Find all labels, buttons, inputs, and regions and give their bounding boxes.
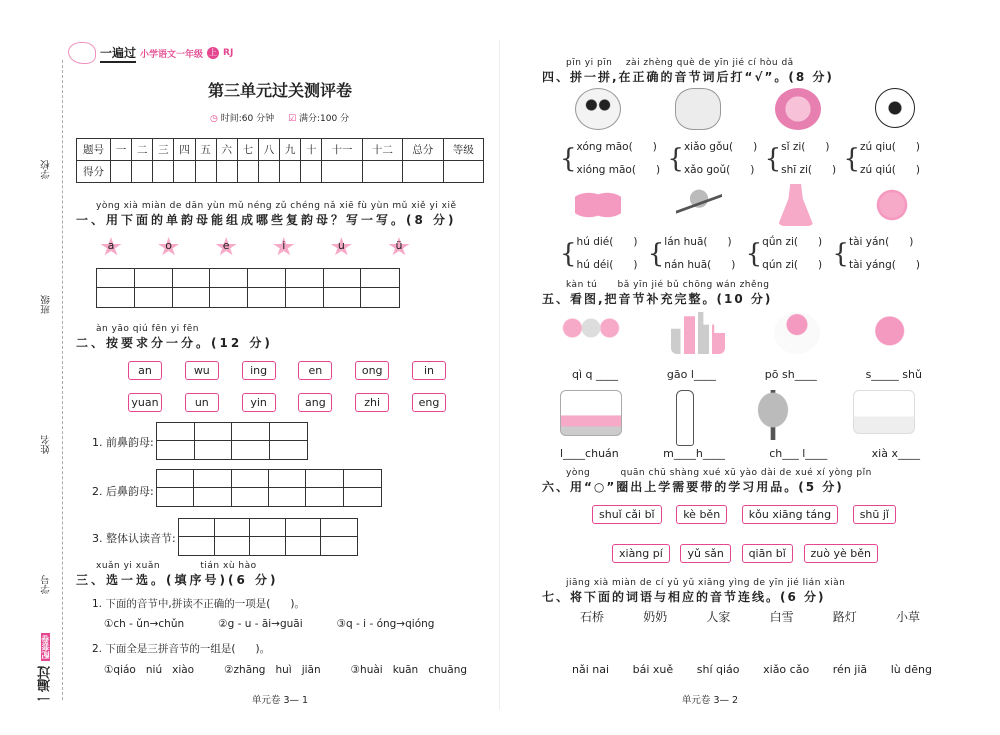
s6-row1	[592, 505, 896, 524]
s4-pictures-row2	[575, 184, 915, 226]
score-input-cell[interactable]	[195, 161, 216, 183]
table-cell: 十	[301, 139, 322, 161]
option-pair	[832, 231, 920, 277]
exam-meta	[210, 111, 349, 124]
school-item-option[interactable]: zuò yè běn	[804, 544, 878, 563]
score-input-cell[interactable]	[362, 161, 402, 183]
girl-mopping-icon	[774, 312, 820, 354]
score-input-cell[interactable]	[132, 161, 153, 183]
word-item[interactable]: 石桥	[580, 610, 605, 624]
option: ②zhāng huì jiān	[224, 664, 321, 676]
vowel-label: o	[165, 239, 172, 252]
s1-title: 一、用下面的单韵母能组成哪些复韵母？写一写。(8 分)	[76, 213, 457, 227]
syllable-box: en	[298, 361, 332, 380]
clock-icon: ◷	[210, 114, 221, 124]
s2-row2	[128, 393, 446, 412]
option[interactable]: nán huā( )	[664, 259, 736, 271]
word-item[interactable]: 路灯	[832, 610, 857, 624]
option[interactable]: xióng māo( )	[576, 164, 661, 176]
syllable-box: yin	[242, 393, 276, 412]
score-input-cell[interactable]	[237, 161, 258, 183]
s3-title: 三、选一选。(填序号)(6 分)	[76, 573, 279, 587]
left-margin-line	[62, 60, 63, 700]
option: ①ch - ǔn→chǔn	[104, 618, 185, 630]
option: ③huài kuān chuāng	[350, 664, 468, 676]
city-icon	[671, 312, 725, 354]
vowel-star	[388, 237, 410, 257]
brace-icon: {	[560, 239, 577, 269]
fill-blank[interactable]: xià x____	[871, 447, 920, 460]
pinyin-item[interactable]: lù dēng	[890, 663, 932, 676]
score-input-cell[interactable]	[280, 161, 301, 183]
syllable-box: wu	[185, 361, 219, 380]
s3-pinyin: xuǎn yi xuǎn tián xù hào	[96, 561, 257, 571]
s5-answers-row1	[572, 368, 922, 381]
table-cell: 四	[174, 139, 195, 161]
s3-q2-options	[104, 664, 484, 676]
table-cell: 得分	[77, 161, 111, 183]
soccer-ball-icon	[875, 88, 915, 128]
orchid-icon	[676, 184, 722, 226]
s4-pinyin: pīn yi pīn zài zhèng què de yīn jié cí hòu dǎ	[566, 58, 794, 68]
table-cell: 题号	[77, 139, 111, 161]
vowel-label: a	[107, 239, 115, 252]
option[interactable]: zú qiu( )	[860, 141, 920, 153]
s7-pinyin: jiāng xià miàn de cí yǔ yǔ xiāng yìng de yīn jié lián xiàn	[566, 578, 846, 588]
score-input-cell[interactable]	[174, 161, 195, 183]
brace-icon: {	[764, 144, 782, 174]
s4-pictures-row1	[575, 88, 915, 130]
pinyin-item[interactable]: rén jiā	[832, 663, 868, 676]
option-pair	[765, 136, 837, 182]
s2-q2-grid[interactable]	[156, 469, 382, 507]
s2-q3-label: 3. 整体认读音节:	[92, 532, 176, 545]
syllable-box: in	[412, 361, 446, 380]
brace-icon: {	[560, 144, 577, 174]
s2-q1-label: 1. 前鼻韵母:	[92, 436, 154, 449]
edition-label: RJ	[223, 48, 234, 58]
fire-extinguisher-icon	[676, 390, 694, 446]
s6-row2	[612, 544, 878, 563]
table-cell: 等级	[443, 139, 483, 161]
score-text: 满分:100 分	[299, 114, 350, 124]
snow-scene-icon	[853, 390, 915, 434]
score-input-cell[interactable]	[216, 161, 237, 183]
option[interactable]: sǐ zi( )	[781, 141, 830, 153]
s3-q1-options	[104, 618, 464, 630]
score-info	[288, 111, 349, 124]
dog-icon	[675, 88, 721, 130]
vertical-brand-text: 一遍过	[38, 666, 53, 705]
sun-icon	[869, 184, 915, 226]
vowel-star	[158, 237, 180, 257]
score-table-score-row	[77, 161, 484, 183]
score-table	[76, 138, 484, 183]
brace-icon: {	[832, 239, 849, 269]
s4-pairs-row1	[560, 136, 920, 182]
vowel-star	[330, 237, 352, 257]
option-pair	[843, 136, 920, 182]
side-label-school: 学校	[41, 160, 52, 179]
footer-right: 单元卷 3— 2	[681, 695, 739, 706]
vowel-star	[215, 237, 237, 257]
fill-blank[interactable]: pō sh____	[764, 368, 817, 381]
syllable-box: un	[185, 393, 219, 412]
score-input-cell[interactable]	[111, 161, 132, 183]
side-label-class: 班级	[41, 295, 52, 314]
flower-logo-icon	[68, 42, 96, 64]
table-cell: 九	[280, 139, 301, 161]
option[interactable]: xóng māo( )	[576, 141, 657, 153]
lion-icon	[775, 88, 821, 130]
school-item-option[interactable]: kǒu xiāng táng	[742, 505, 838, 524]
s2-title: 二、按要求分一分。(12 分)	[76, 336, 273, 350]
option[interactable]: hú dié( )	[576, 236, 638, 248]
option: ③q - i - óng→qióng	[336, 618, 435, 630]
table-cell: 十一	[322, 139, 362, 161]
option-pair	[560, 231, 637, 277]
table-cell: 七	[237, 139, 258, 161]
s1-writing-grid[interactable]	[96, 268, 400, 308]
s2-row1	[128, 361, 446, 380]
pinyin-item[interactable]: xiǎo cǎo	[763, 663, 810, 676]
s5-answers-row2	[560, 447, 920, 460]
s2-q2-label: 2. 后鼻韵母:	[92, 485, 154, 498]
table-cell: 五	[195, 139, 216, 161]
syllable-box: ong	[355, 361, 389, 380]
s7-pinyin-row	[572, 663, 932, 676]
time-text: 时间:60 分钟	[220, 114, 275, 124]
brace-icon: {	[647, 239, 665, 269]
boat-icon	[560, 390, 622, 436]
school-item-option[interactable]: shū jǐ	[853, 505, 896, 524]
footer-left: 单元卷 3— 1	[251, 695, 309, 706]
s4-pairs-row2	[560, 231, 920, 277]
s6-pinyin: yòng quān chū shàng xué xū yào dài de xué xí yòng pǐn	[566, 468, 872, 478]
s4-title: 四、拼一拼,在正确的音节词后打“√”。(8 分)	[542, 70, 834, 84]
word-item[interactable]: 人家	[706, 610, 731, 624]
s1-vowel-row	[100, 237, 410, 257]
syllable-box: yuan	[128, 393, 162, 412]
side-label-name: 姓名	[41, 435, 52, 454]
s3-q1: 1. 下面的音节中,拼读不正确的一项是( )。	[92, 598, 305, 610]
brace-icon: {	[745, 239, 763, 269]
option[interactable]: qún zi( )	[762, 259, 823, 271]
time-info	[210, 111, 274, 124]
fill-blank[interactable]: m____h____	[663, 447, 725, 460]
option[interactable]: shī zi( )	[781, 164, 837, 176]
score-input-cell[interactable]	[153, 161, 174, 183]
option-pair	[648, 231, 736, 277]
word-item[interactable]: 白雪	[769, 610, 794, 624]
table-cell: 三	[153, 139, 174, 161]
option: ②g - u - āi→guāi	[218, 618, 303, 630]
table-cell: 总分	[403, 139, 443, 161]
fill-blank[interactable]: s_____ shǔ	[865, 368, 922, 381]
option[interactable]: tài yán( )	[848, 236, 914, 248]
page-title: 第三单元过关测评卷	[207, 81, 352, 100]
score-input-cell[interactable]	[258, 161, 279, 183]
s2-pinyin: àn yāo qiú fēn yi fēn	[96, 324, 199, 334]
page-divider	[499, 40, 500, 710]
word-item[interactable]: 小草	[895, 610, 920, 624]
table-cell: 八	[258, 139, 279, 161]
school-item-option[interactable]: shuǐ cǎi bǐ	[592, 505, 662, 524]
option[interactable]: tài yáng( )	[848, 259, 920, 271]
vertical-badge: 配套卷	[41, 635, 50, 660]
score-input-cell[interactable]	[403, 161, 443, 183]
s5-title: 五、看图,把音节补充完整。(10 分)	[542, 292, 773, 306]
school-item-option[interactable]: xiàng pí	[612, 544, 670, 563]
s1-pinyin: yòng xià miàn de dān yùn mǔ néng zǔ chéng nǎ xiē fù yùn mǔ xiě yi xiě	[96, 201, 457, 211]
table-cell: 六	[216, 139, 237, 161]
option-pair	[746, 231, 823, 277]
score-table-header-row	[77, 139, 484, 161]
table-cell: 十二	[362, 139, 402, 161]
option[interactable]: hú déi( )	[576, 259, 638, 271]
s6-title: 六、用“○”圈出上学需要带的学习用品。(5 分)	[542, 480, 844, 494]
s3-q2: 2. 下面全是三拼音节的一组是( )。	[92, 643, 271, 655]
s7-words-row	[580, 608, 920, 625]
option: ①qiáo niú xiào	[104, 664, 195, 676]
s2-q1-grid[interactable]	[156, 422, 308, 460]
option-pair	[667, 136, 757, 182]
vowel-star	[273, 237, 295, 257]
pinyin-item[interactable]: nǎi nai	[572, 663, 610, 676]
pinyin-item[interactable]: bái xuě	[632, 663, 674, 676]
syllable-box: an	[128, 361, 162, 380]
squirrel-icon	[869, 312, 915, 354]
option[interactable]: lán huā( )	[664, 236, 732, 248]
fill-blank[interactable]: ch___ l____	[769, 447, 828, 460]
s2-q3-grid[interactable]	[178, 518, 358, 556]
school-item-option[interactable]: qiān bǐ	[742, 544, 793, 563]
score-input-cell[interactable]	[443, 161, 483, 183]
option[interactable]: qǘn zi( )	[762, 236, 823, 248]
brace-icon: {	[667, 144, 684, 174]
option[interactable]: zú qiú( )	[860, 164, 920, 176]
dress-icon	[778, 184, 814, 226]
syllable-box: ang	[298, 393, 332, 412]
grade-badge: 上	[209, 48, 218, 57]
vowel-label: u	[337, 239, 345, 252]
header-brand	[68, 42, 233, 64]
vowel-label: i	[282, 239, 286, 252]
option[interactable]: xǎo goǔ( )	[683, 164, 755, 176]
vowel-star	[100, 237, 122, 257]
syllable-box: zhi	[355, 393, 389, 412]
fill-blank[interactable]: l____chuán	[560, 447, 619, 460]
side-label-id: 学号	[41, 575, 52, 594]
brace-icon: {	[843, 144, 861, 174]
fill-blank[interactable]: qì q ____	[572, 368, 619, 381]
fill-blank[interactable]: gāo l____	[666, 368, 716, 381]
school-item-option[interactable]: kè běn	[676, 505, 727, 524]
syllable-box: ing	[242, 361, 276, 380]
brand-subtitle: 小学语文一年级	[140, 49, 204, 60]
brand-name: 一遍过	[100, 44, 136, 63]
checkbox-icon: ☑	[288, 114, 300, 124]
table-cell: 二	[132, 139, 153, 161]
willow-tree-icon	[747, 390, 799, 440]
option-pair	[560, 136, 660, 182]
option[interactable]: xiǎo gǒu( )	[683, 141, 758, 153]
school-item-option[interactable]: yǔ sǎn	[680, 544, 730, 563]
s5-pictures-row2	[560, 390, 915, 446]
table-cell: 一	[111, 139, 132, 161]
s7-title: 七、将下面的词语与相应的音节连线。(6 分)	[542, 590, 826, 604]
s5-pinyin: kàn tú bǎ yīn jié bǔ chōng wán zhěng	[566, 280, 770, 290]
s5-pictures-row1	[560, 312, 915, 354]
balloons-icon	[560, 312, 622, 344]
vowel-label: ü	[395, 239, 403, 252]
score-input-cell[interactable]	[301, 161, 322, 183]
butterfly-icon	[575, 184, 621, 226]
panda-icon	[575, 88, 621, 130]
word-item[interactable]: 奶奶	[643, 610, 668, 624]
pinyin-item[interactable]: shí qiáo	[696, 663, 740, 676]
syllable-box: eng	[412, 393, 446, 412]
score-input-cell[interactable]	[322, 161, 362, 183]
vowel-label: e	[222, 239, 230, 252]
